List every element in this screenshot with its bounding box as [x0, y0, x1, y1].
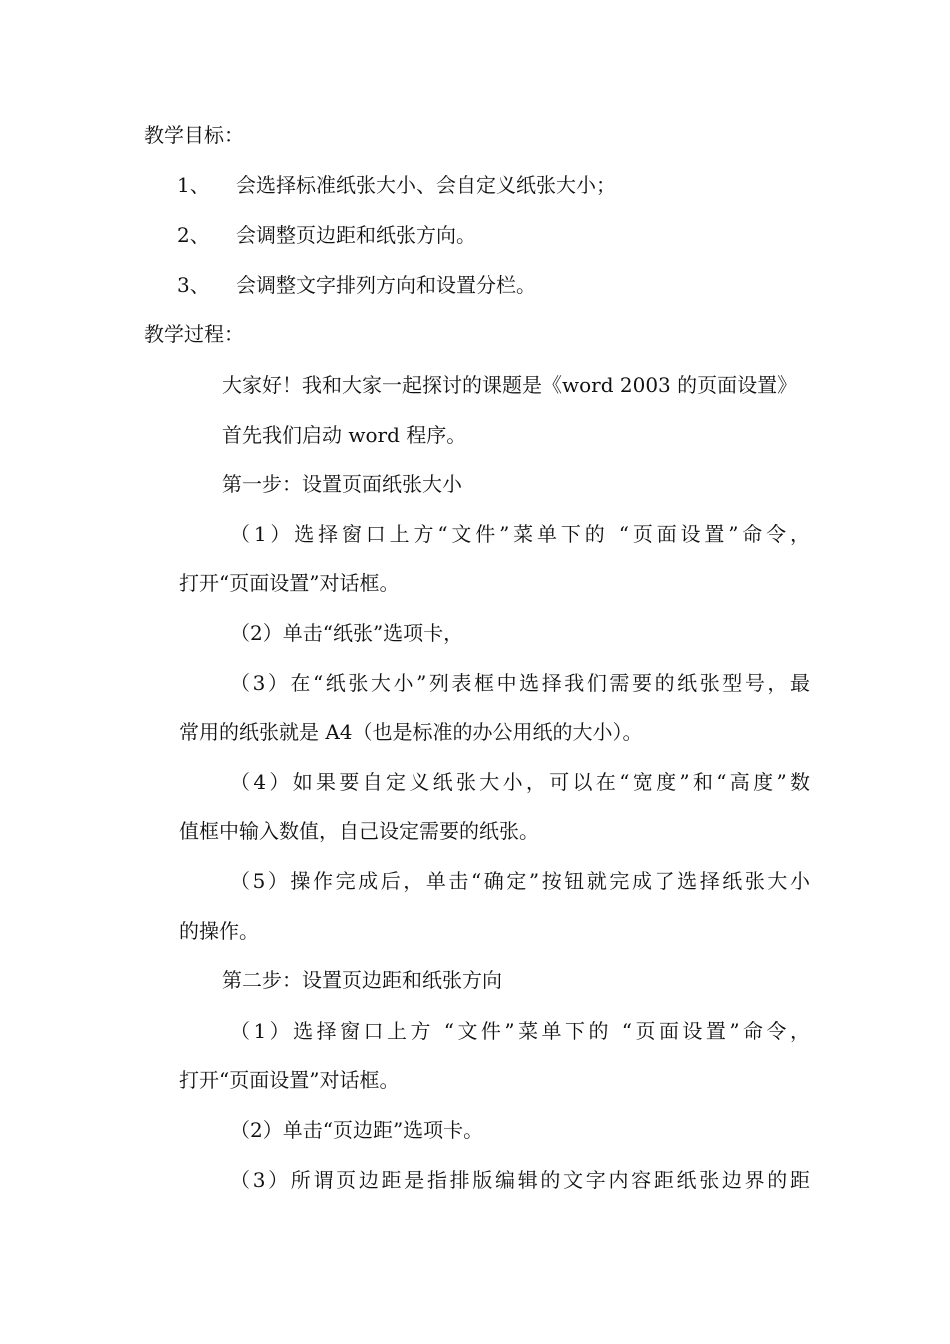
objective-text: 会调整页边距和纸张方向。: [236, 223, 476, 247]
start-paragraph: 首先我们启动 word 程序。: [222, 423, 467, 447]
objective-text: 会调整文字排列方向和设置分栏。: [236, 273, 536, 297]
step1-item5-line1: （5）操作完成后，单击“确定”按钮就完成了选择纸张大小: [230, 869, 810, 893]
objective-number: 1、: [177, 173, 210, 197]
step1-title: 第一步：设置页面纸张大小: [222, 472, 462, 496]
objective-number: 2、: [177, 223, 210, 247]
step1-item1-line2: 打开“页面设置”对话框。: [179, 571, 400, 595]
step2-item2: （2）单击“页边距”选项卡。: [230, 1118, 484, 1142]
step1-item1-line1: （1）选择窗口上方“文件”菜单下的 “页面设置”命令，: [230, 522, 810, 546]
objective-number: 3、: [177, 273, 210, 297]
objective-text: 会选择标准纸张大小、会自定义纸张大小；: [236, 173, 616, 197]
step2-title: 第二步：设置页边距和纸张方向: [222, 968, 502, 992]
step1-item4-line2: 值框中输入数值，自己设定需要的纸张。: [179, 819, 539, 843]
step2-item3-line1: （3）所谓页边距是指排版编辑的文字内容距纸张边界的距: [230, 1168, 810, 1192]
process-heading: 教学过程：: [144, 322, 244, 346]
step1-item5-line2: 的操作。: [179, 919, 259, 943]
step2-item1-line1: （1）选择窗口上方 “文件”菜单下的 “页面设置”命令，: [230, 1019, 810, 1043]
step1-item3-line1: （3）在“纸张大小”列表框中选择我们需要的纸张型号，最: [230, 671, 810, 695]
intro-paragraph: 大家好！我和大家一起探讨的课题是《word 2003 的页面设置》: [222, 373, 798, 397]
step2-item1-line2: 打开“页面设置”对话框。: [179, 1068, 400, 1092]
step1-item4-line1: （4）如果要自定义纸张大小，可以在“宽度”和“高度”数: [230, 770, 810, 794]
step1-item2: （2）单击“纸张”选项卡，: [230, 621, 464, 645]
step1-item3-line2: 常用的纸张就是 A4（也是标准的办公用纸的大小）。: [179, 720, 643, 744]
objectives-heading: 教学目标：: [144, 123, 244, 147]
